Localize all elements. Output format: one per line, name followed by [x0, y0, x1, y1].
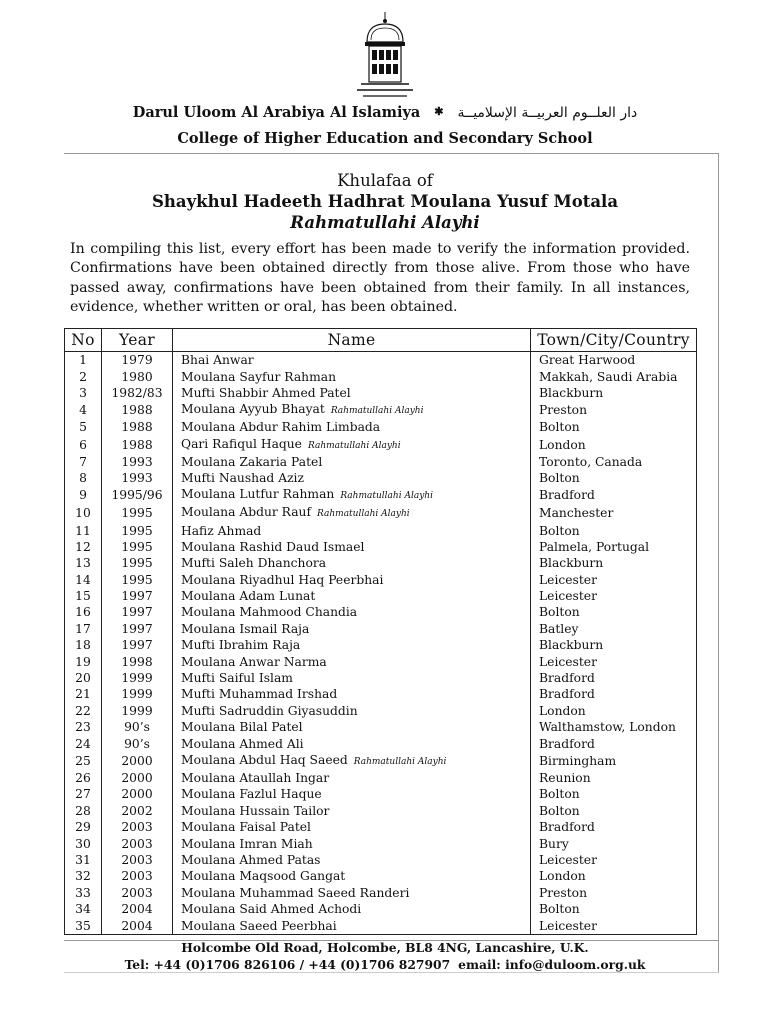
row-year: 2003: [102, 852, 173, 868]
row-name: [173, 835, 531, 851]
institution-name-arabic: دار العلــوم العربيــة الإسلاميــة: [457, 105, 638, 121]
row-town: Blackburn: [531, 385, 697, 401]
row-name: [173, 819, 531, 835]
row-number: 27: [65, 786, 102, 802]
row-name: [173, 352, 531, 369]
row-year: 2000: [102, 786, 173, 802]
institution-name-english: Darul Uloom Al Arabiya Al Islamiya: [132, 104, 421, 121]
row-name: [173, 454, 531, 470]
row-town: Palmela, Portugal: [531, 539, 697, 555]
row-name-text: Moulana Adam Lunat: [181, 589, 316, 604]
row-name-text: Moulana Abdur Rauf: [181, 505, 312, 520]
row-honorific-note: Rahmatullahi Alayhi: [330, 406, 424, 417]
row-name: [173, 917, 531, 934]
row-number: 16: [65, 604, 102, 620]
row-name: [173, 885, 531, 901]
table-row: [65, 752, 697, 770]
row-name: [173, 572, 531, 588]
row-year: 1998: [102, 653, 173, 669]
row-year: 1988: [102, 419, 173, 435]
row-number: 8: [65, 470, 102, 486]
table-row: [65, 803, 697, 819]
row-number: 12: [65, 539, 102, 555]
row-number: 20: [65, 670, 102, 686]
row-town: Bolton: [531, 522, 697, 538]
frame-divider-right: [718, 153, 719, 973]
table-row: [65, 917, 697, 934]
column-header-no: No: [65, 329, 102, 352]
table-row: [65, 637, 697, 653]
row-number: 24: [65, 735, 102, 751]
row-name-text: Moulana Ayyub Bhayat: [181, 402, 325, 417]
table-body: [65, 352, 697, 935]
row-town: Bolton: [531, 419, 697, 435]
row-name: [173, 588, 531, 604]
row-year: 2003: [102, 868, 173, 884]
intro-paragraph: In compiling this list, every effort has been made to verify the information provided. Confirmations have been obtained directly from those alive. From those who have passed away, confirmations have been obtained from their family. In all instances, evidence, whether written or oral, has been obtained.: [70, 241, 690, 315]
row-year: 1995/96: [102, 486, 173, 504]
institution-logo-icon: [355, 10, 415, 100]
row-town: Bolton: [531, 803, 697, 819]
row-name-text: Hafiz Ahmad: [181, 523, 262, 538]
row-year: 2003: [102, 835, 173, 851]
row-name: [173, 621, 531, 637]
row-number: 3: [65, 385, 102, 401]
row-town: Leicester: [531, 852, 697, 868]
table-row: [65, 770, 697, 786]
table-row: [65, 885, 697, 901]
row-number: 15: [65, 588, 102, 604]
row-number: 6: [65, 436, 102, 454]
row-town: London: [531, 868, 697, 884]
table-row: [65, 470, 697, 486]
row-town: Blackburn: [531, 555, 697, 571]
row-name-text: Moulana Ahmed Ali: [181, 736, 304, 751]
row-name-text: Moulana Ataullah Ingar: [181, 771, 330, 785]
row-town: Bury: [531, 835, 697, 851]
row-name: [173, 419, 531, 435]
row-year: 2000: [102, 770, 173, 786]
row-name: [173, 504, 531, 522]
row-name-text: Moulana Maqsood Gangat: [181, 869, 346, 884]
row-number: 32: [65, 868, 102, 884]
row-number: 21: [65, 686, 102, 702]
row-number: 26: [65, 770, 102, 786]
row-number: 25: [65, 752, 102, 770]
row-name: [173, 670, 531, 686]
table-row: [65, 835, 697, 851]
table-row: [65, 401, 697, 419]
row-town: London: [531, 703, 697, 719]
row-name-text: Mufti Ibrahim Raja: [181, 638, 301, 653]
row-honorific-note: Rahmatullahi Alayhi: [307, 440, 401, 451]
row-name-text: Mufti Saiful Islam: [181, 671, 293, 686]
row-name: [173, 368, 531, 384]
row-name-text: Bhai Anwar: [181, 353, 254, 368]
row-name: [173, 470, 531, 486]
row-year: 2003: [102, 885, 173, 901]
row-number: 9: [65, 486, 102, 504]
row-name-text: Mufti Muhammad Irshad: [181, 687, 338, 702]
row-town: Bolton: [531, 604, 697, 620]
row-number: 11: [65, 522, 102, 538]
row-town: Bradford: [531, 686, 697, 702]
row-year: 1980: [102, 368, 173, 384]
table-row: [65, 436, 697, 454]
row-honorific-note: Rahmatullahi Alayhi: [317, 509, 410, 520]
row-year: 1999: [102, 670, 173, 686]
row-town: Great Harwood: [531, 352, 697, 369]
row-number: 5: [65, 419, 102, 435]
row-year: 1995: [102, 522, 173, 538]
row-number: 22: [65, 703, 102, 719]
row-name: [173, 770, 531, 786]
table-row: [65, 719, 697, 735]
table-row: [65, 686, 697, 702]
table-row: [65, 572, 697, 588]
row-number: 28: [65, 803, 102, 819]
row-name: [173, 735, 531, 751]
table-row: [65, 868, 697, 884]
row-number: 34: [65, 901, 102, 917]
row-name-text: Moulana Muhammad Saeed Randeri: [181, 885, 410, 900]
row-name: [173, 522, 531, 538]
row-name-text: Moulana Said Ahmed Achodi: [181, 902, 362, 917]
row-name-text: Moulana Bilal Patel: [181, 720, 303, 735]
row-name-text: Moulana Ahmed Patas: [181, 852, 321, 867]
row-name: [173, 555, 531, 571]
row-name-text: Moulana Rashid Daud Ismael: [181, 539, 365, 554]
table-row: [65, 385, 697, 401]
row-year: 2000: [102, 752, 173, 770]
row-town: Blackburn: [531, 637, 697, 653]
row-name-text: Moulana Mahmood Chandia: [181, 605, 358, 620]
row-name-text: Mufti Saleh Dhanchora: [181, 556, 327, 571]
row-year: 2003: [102, 819, 173, 835]
row-year: 1997: [102, 637, 173, 653]
row-town: Bradford: [531, 819, 697, 835]
khulafaa-table: [64, 328, 697, 935]
row-name: [173, 401, 531, 419]
row-name: [173, 486, 531, 504]
row-year: 1999: [102, 703, 173, 719]
row-name: [173, 436, 531, 454]
row-town: Bradford: [531, 670, 697, 686]
row-town: Preston: [531, 401, 697, 419]
row-town: Leicester: [531, 572, 697, 588]
institution-name: [0, 104, 770, 121]
row-town: Leicester: [531, 917, 697, 934]
row-name-text: Moulana Ismail Raja: [181, 621, 310, 636]
row-town: Bradford: [531, 735, 697, 751]
row-year: 1999: [102, 686, 173, 702]
row-name-text: Moulana Riyadhul Haq Peerbhai: [181, 572, 384, 587]
row-number: 18: [65, 637, 102, 653]
row-name: [173, 752, 531, 770]
footer-phone: Tel: +44 (0)1706 826106 / +44 (0)1706 827907: [124, 957, 451, 972]
row-name-text: Moulana Abdur Rahim Limbada: [181, 420, 381, 435]
row-name: [173, 901, 531, 917]
table-row: [65, 539, 697, 555]
row-number: 2: [65, 368, 102, 384]
row-year: 90’s: [102, 735, 173, 751]
table-row: [65, 621, 697, 637]
row-name: [173, 703, 531, 719]
footer-contact: [0, 957, 770, 972]
table-row: [65, 901, 697, 917]
row-name-text: Moulana Anwar Narma: [181, 654, 327, 669]
row-honorific-note: Rahmatullahi Alayhi: [340, 491, 433, 502]
row-number: 7: [65, 454, 102, 470]
row-town: Reunion: [531, 770, 697, 786]
row-name-text: Moulana Lutfur Rahman: [181, 487, 335, 502]
table-row: [65, 352, 697, 369]
document-title-line1: Khulafaa of: [337, 171, 433, 190]
row-number: 35: [65, 917, 102, 934]
column-header-year: Year: [102, 329, 173, 352]
row-name: [173, 637, 531, 653]
table-row: [65, 486, 697, 504]
row-town: Leicester: [531, 588, 697, 604]
row-name: [173, 539, 531, 555]
table-row: [65, 819, 697, 835]
table-row: [65, 522, 697, 538]
document-title-line2: Shaykhul Hadeeth Hadhrat Moulana Yusuf Motala: [151, 192, 619, 211]
footer-address: Holcombe Old Road, Holcombe, BL8 4NG, Lancashire, U.K.: [181, 940, 589, 955]
row-number: 30: [65, 835, 102, 851]
row-year: 2004: [102, 917, 173, 934]
row-year: 1982/83: [102, 385, 173, 401]
table-row: [65, 653, 697, 669]
row-number: 29: [65, 819, 102, 835]
column-header-town: Town/City/Country: [531, 329, 697, 352]
row-town: Makkah, Saudi Arabia: [531, 368, 697, 384]
row-name-text: Moulana Zakaria Patel: [181, 454, 323, 469]
table-row: [65, 588, 697, 604]
table-row: [65, 504, 697, 522]
row-number: 13: [65, 555, 102, 571]
row-name-text: Moulana Faisal Patel: [181, 820, 311, 835]
row-year: 1988: [102, 436, 173, 454]
row-year: 1979: [102, 352, 173, 369]
institution-subtitle: College of Higher Education and Secondary School: [177, 130, 593, 147]
row-name: [173, 803, 531, 819]
row-year: 1995: [102, 572, 173, 588]
table-row: [65, 852, 697, 868]
row-number: 1: [65, 352, 102, 369]
document-title-line3: Rahmatullahi Alayhi: [290, 213, 480, 232]
row-year: 2002: [102, 803, 173, 819]
row-number: 17: [65, 621, 102, 637]
row-number: 31: [65, 852, 102, 868]
row-year: 1995: [102, 504, 173, 522]
row-year: 1993: [102, 470, 173, 486]
row-name-text: Moulana Sayfur Rahman: [181, 369, 337, 384]
row-number: 10: [65, 504, 102, 522]
row-name-text: Mufti Sadruddin Giyasuddin: [181, 703, 358, 718]
table-row: [65, 703, 697, 719]
row-town: London: [531, 436, 697, 454]
row-town: Walthamstow, London: [531, 719, 697, 735]
row-number: 19: [65, 653, 102, 669]
row-town: Bradford: [531, 486, 697, 504]
row-name-text: Moulana Abdul Haq Saeed: [181, 752, 348, 767]
row-honorific-note: Rahmatullahi Alayhi: [353, 756, 447, 767]
row-year: 1997: [102, 621, 173, 637]
footer-email: email: info@duloom.org.uk: [458, 957, 646, 972]
row-name: [173, 786, 531, 802]
frame-divider-footer: [64, 972, 719, 973]
row-year: 1997: [102, 588, 173, 604]
row-name: [173, 604, 531, 620]
row-name: [173, 868, 531, 884]
row-name: [173, 686, 531, 702]
row-year: 1997: [102, 604, 173, 620]
row-town: Batley: [531, 621, 697, 637]
row-name-text: Moulana Hussain Tailor: [181, 803, 330, 818]
row-name-text: Moulana Imran Miah: [181, 836, 313, 851]
row-year: 90’s: [102, 719, 173, 735]
row-name-text: Moulana Saeed Peerbhai: [181, 918, 337, 933]
row-town: Birmingham: [531, 752, 697, 770]
row-name: [173, 653, 531, 669]
row-town: Bolton: [531, 901, 697, 917]
row-town: Bolton: [531, 470, 697, 486]
table-row: [65, 604, 697, 620]
table-row: [65, 419, 697, 435]
table-row: [65, 670, 697, 686]
frame-divider-top: [64, 153, 719, 154]
row-town: Bolton: [531, 786, 697, 802]
row-name-text: Mufti Shabbir Ahmed Patel: [181, 385, 351, 400]
column-header-name: Name: [173, 329, 531, 352]
table-row: [65, 368, 697, 384]
row-number: 23: [65, 719, 102, 735]
row-year: 1995: [102, 539, 173, 555]
row-town: Manchester: [531, 504, 697, 522]
row-number: 4: [65, 401, 102, 419]
row-name-text: Mufti Naushad Aziz: [181, 471, 304, 486]
row-town: Preston: [531, 885, 697, 901]
row-town: Leicester: [531, 653, 697, 669]
row-number: 14: [65, 572, 102, 588]
table-row: [65, 735, 697, 751]
row-name: [173, 719, 531, 735]
row-year: 2004: [102, 901, 173, 917]
row-name-text: Moulana Fazlul Haque: [181, 787, 322, 802]
table-header-row: [65, 329, 697, 352]
row-year: 1995: [102, 555, 173, 571]
row-year: 1988: [102, 401, 173, 419]
table-row: [65, 786, 697, 802]
row-number: 33: [65, 885, 102, 901]
row-town: Toronto, Canada: [531, 454, 697, 470]
row-name: [173, 852, 531, 868]
table-row: [65, 454, 697, 470]
table-row: [65, 555, 697, 571]
row-name-text: Qari Rafiqul Haque: [181, 436, 302, 451]
row-year: 1993: [102, 454, 173, 470]
row-name: [173, 385, 531, 401]
separator-star-icon: ✱: [434, 105, 444, 118]
